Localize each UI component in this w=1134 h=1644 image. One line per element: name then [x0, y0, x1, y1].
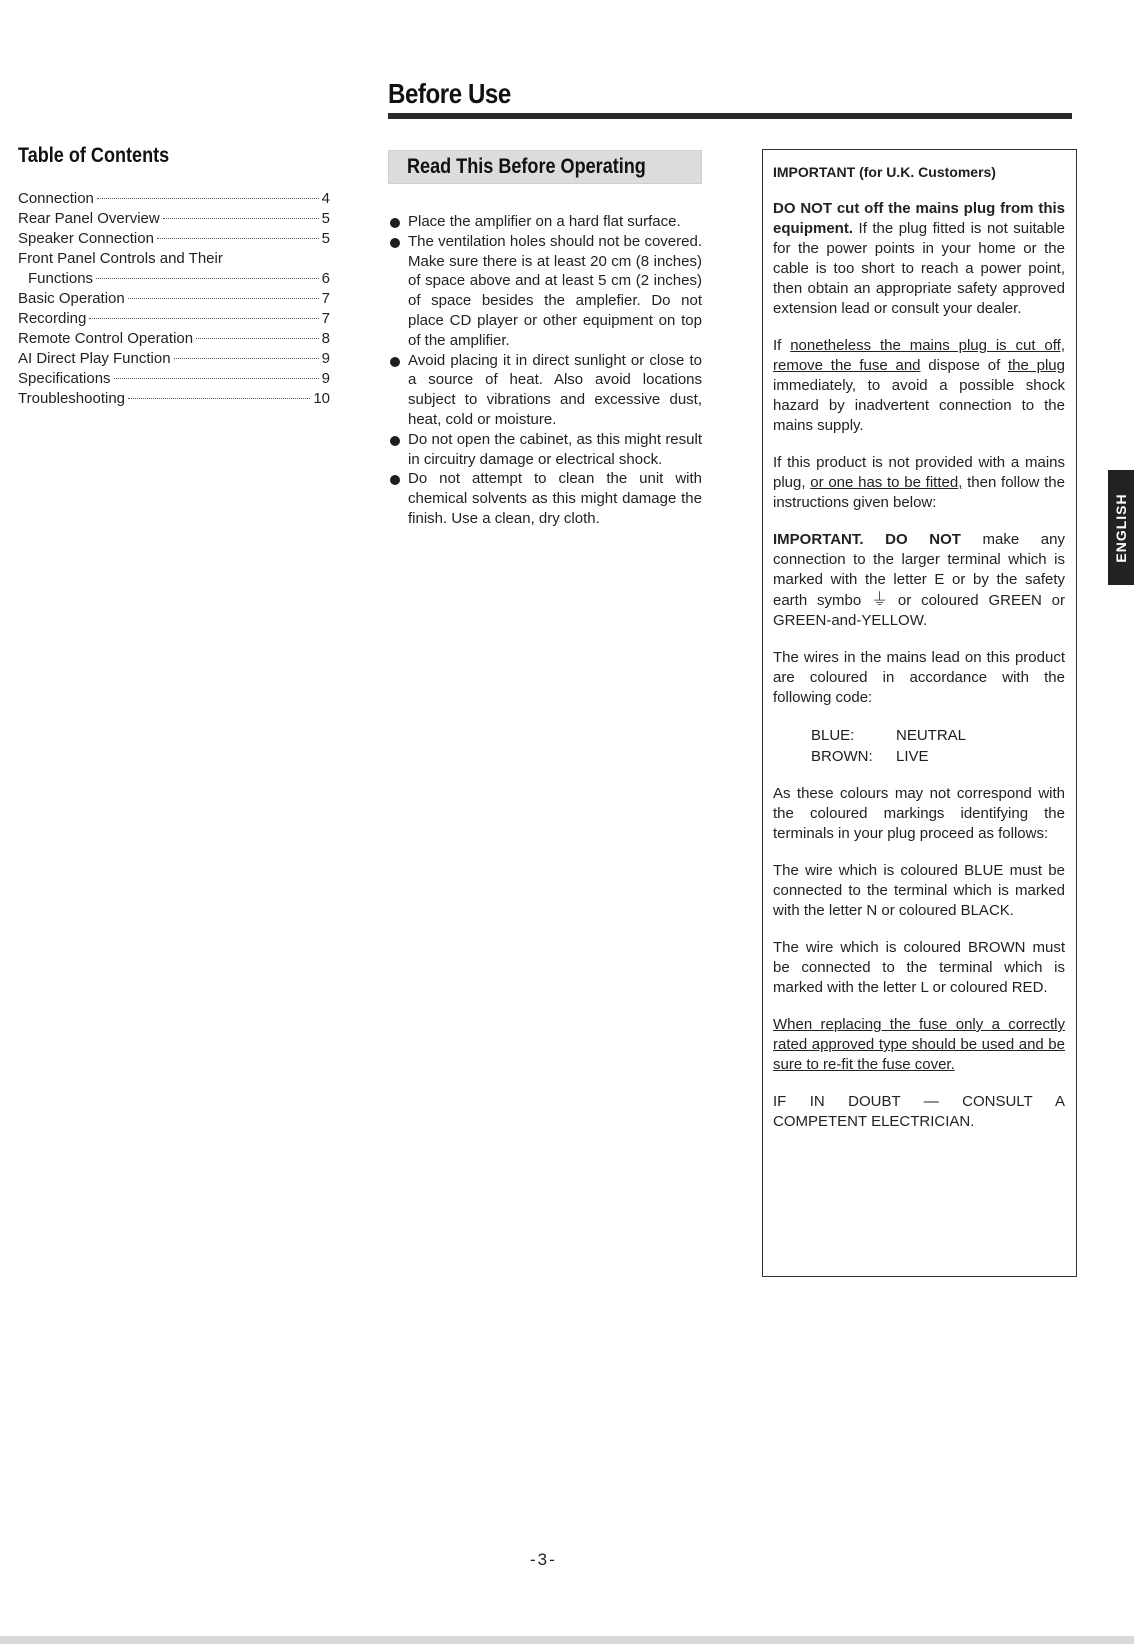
list-item: The ventilation holes should not be covered. Make sure there is at least 20 cm (8 inches) of space above and at least 5 cm (2 inches) of space besides the amplefier. Do not place CD player or other equipment on top of the amplifier. [380, 232, 702, 351]
toc-item: Functions 6 [28, 270, 330, 287]
toc-item: Rear Panel Overview 5 [18, 210, 330, 227]
list-item: Do not open the cabinet, as this might result in circuitry damage or electrical shock. [380, 430, 702, 470]
list-item: Do not attempt to clean the unit with chemical solvents as this might damage the finish. Use a clean, dry cloth. [380, 469, 702, 528]
bullet-icon [390, 238, 400, 248]
bullet-icon [390, 436, 400, 446]
toc-item: AI Direct Play Function 9 [18, 350, 330, 367]
table-of-contents [18, 189, 330, 409]
list-item: Avoid placing it in direct sunlight or close to a source of heat. Also avoid locations subject to vibrations and excessive dust, heat, cold or moisture. [380, 351, 702, 430]
earth-symbol-icon: ⏚ [871, 590, 889, 609]
notice-paragraph: IF IN DOUBT — CONSULT A COMPETENT ELECTRICIAN. [773, 1093, 1065, 1130]
bullet-icon [390, 475, 400, 485]
uk-notice-box [762, 149, 1077, 1277]
toc-item: Basic Operation 7 [18, 290, 330, 307]
language-tab [1108, 470, 1134, 585]
scan-edge [0, 1636, 1134, 1644]
precautions-list [380, 212, 702, 529]
toc-item: Recording 7 [18, 310, 330, 327]
notice-paragraph: DO NOT cut off the mains plug from this equipment. If the plug fitted is not suitable for the power points in your home or the cable is too short to reach a power point, then obtain an appropriate safety approved extension lead or consult your dealer. [773, 200, 1065, 317]
code-row: BLUE: NEUTRAL [811, 727, 967, 744]
section-heading: Read This Before Operating [407, 155, 646, 178]
page-title: Before Use [388, 78, 511, 109]
code-row: BROWN: LIVE [811, 748, 929, 765]
toc-heading: Table of Contents [18, 144, 170, 167]
bullet-icon [390, 218, 400, 228]
notice-paragraph: IMPORTANT. DO NOT make any connection to the larger terminal which is marked with the letter E or by the safety earth symbo ⏚ or coloured GREEN or GREEN-and-YELLOW. [773, 531, 1065, 629]
title-rule [388, 113, 1072, 119]
notice-paragraph: When replacing the fuse only a correctly rated approved type should be used and be sure to re-fit the fuse cover. [773, 1016, 1065, 1073]
toc-item: Troubleshooting 10 [18, 390, 330, 407]
bullet-icon [390, 357, 400, 367]
notice-paragraph: If nonetheless the mains plug is cut off, remove the fuse and dispose of the plug immediately, to avoid a possible shock hazard by inadvertent connection to the mains supply. [773, 337, 1065, 434]
notice-paragraph: The wires in the mains lead on this product are coloured in accordance with the following code: [773, 649, 1065, 706]
notice-paragraph: If this product is not provided with a mains plug, or one has to be fitted, then follow the instructions given below: [773, 454, 1065, 511]
toc-item: Remote Control Operation 8 [18, 330, 330, 347]
notice-paragraph: As these colours may not correspond with the coloured markings identifying the terminals in your plug proceed as follows: [773, 785, 1065, 842]
toc-item: Connection 4 [18, 190, 330, 207]
wire-color-code [811, 725, 1065, 767]
page-number: -3- [530, 1550, 557, 1569]
uk-notice-heading: IMPORTANT (for U.K. Customers) [773, 164, 996, 180]
notice-paragraph: The wire which is coloured BLUE must be connected to the terminal which is marked with the letter N or coloured BLACK. [773, 862, 1065, 919]
toc-item: Speaker Connection 5 [18, 230, 330, 247]
language-tab-label: ENGLISH [1113, 492, 1129, 563]
toc-item: Specifications 9 [18, 370, 330, 387]
list-item: Place the amplifier on a hard flat surface. [380, 212, 702, 232]
section-heading-box [388, 150, 702, 184]
notice-paragraph: The wire which is coloured BROWN must be connected to the terminal which is marked with the letter L or coloured RED. [773, 939, 1065, 996]
toc-item-line: Front Panel Controls and Their [18, 250, 223, 267]
